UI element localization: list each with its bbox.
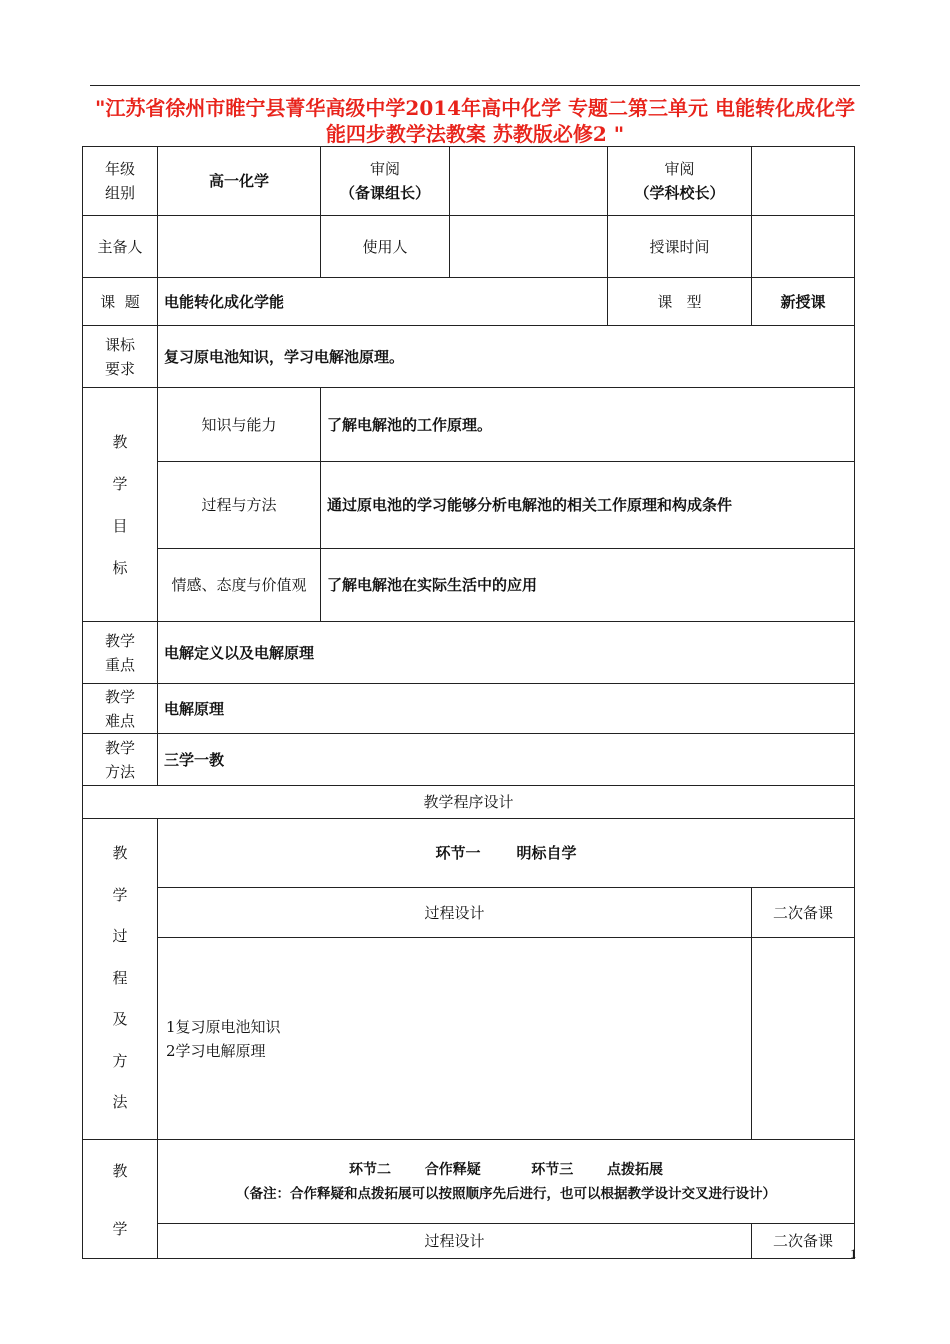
method-label: 教学 方法: [83, 734, 158, 786]
review-group-label: 审阅 （备课组长）: [321, 147, 450, 216]
objective-process-value: 通过原电池的学习能够分析电解池的相关工作原理和构成条件: [321, 462, 855, 549]
procedure-header: 教学程序设计: [83, 786, 855, 819]
difficulty-label: 教学 难点: [83, 684, 158, 734]
objectives-label: 教 学 目 标: [83, 388, 158, 622]
process-design-header: 过程设计: [158, 888, 752, 938]
difficulty-value: 电解原理: [158, 684, 855, 734]
method-value: 三学一教: [158, 734, 855, 786]
process-design-content: [158, 938, 752, 1140]
user-label: 使用人: [321, 216, 450, 278]
stage-note: （备注：合作释疑和点拨拓展可以按照顺序先后进行，也可以根据教学设计交叉进行设计）: [236, 1185, 776, 1202]
objective-attitude-label: 情感、态度与价值观: [158, 549, 321, 622]
user-value: [450, 216, 608, 278]
process2-label: 教 学: [83, 1140, 158, 1259]
document-title: "江苏省徐州市睢宁县菁华高级中学2014年高中化学 专题二第三单元 电能转化成化学能四步教学法教案 苏教版必修2 ": [94, 96, 855, 146]
preparer-value: [158, 216, 321, 278]
review-group-value: [450, 147, 608, 216]
objective-knowledge-label: 知识与能力: [158, 388, 321, 462]
objective-process-label: 过程与方法: [158, 462, 321, 549]
second-prep-header: 二次备课: [752, 888, 855, 938]
topic-label: 课 题: [83, 278, 158, 326]
second-prep-content: [752, 938, 855, 1140]
process-item: 1复习原电池知识: [166, 1017, 281, 1036]
header-rule: [90, 85, 860, 86]
topic-value: 电能转化成化学能: [158, 278, 608, 326]
process2-second-prep-header: 二次备课: [752, 1224, 855, 1259]
lesson-plan-table: [82, 146, 855, 1259]
key-point-value: 电解定义以及电解原理: [158, 622, 855, 684]
stage-two-three-title: 环节二 合作释疑 环节三 点拨拓展: [348, 1161, 663, 1178]
stage-two-three: [158, 1140, 855, 1224]
objective-attitude-value: 了解电解池在实际生活中的应用: [321, 549, 855, 622]
grade-value: 高一化学: [158, 147, 321, 216]
preparer-label: 主备人: [83, 216, 158, 278]
grade-label: 年级 组别: [83, 147, 158, 216]
lesson-type-label: 课 型: [608, 278, 752, 326]
review-principal-value: [752, 147, 855, 216]
process2-design-header: 过程设计: [158, 1224, 752, 1259]
process-item: 2学习电解原理: [166, 1041, 266, 1060]
time-label: 授课时间: [608, 216, 752, 278]
review-principal-label: 审阅 （学科校长）: [608, 147, 752, 216]
process-label: 教 学 过 程 及 方 法: [83, 819, 158, 1140]
key-point-label: 教学 重点: [83, 622, 158, 684]
objective-knowledge-value: 了解电解池的工作原理。: [321, 388, 855, 462]
stage-one-title: 环节一 明标自学: [158, 819, 855, 888]
standard-label: 课标 要求: [83, 326, 158, 388]
time-value: [752, 216, 855, 278]
lesson-type-value: 新授课: [752, 278, 855, 326]
page-number: 1: [850, 1246, 857, 1261]
standard-value: 复习原电池知识，学习电解池原理。: [158, 326, 855, 388]
